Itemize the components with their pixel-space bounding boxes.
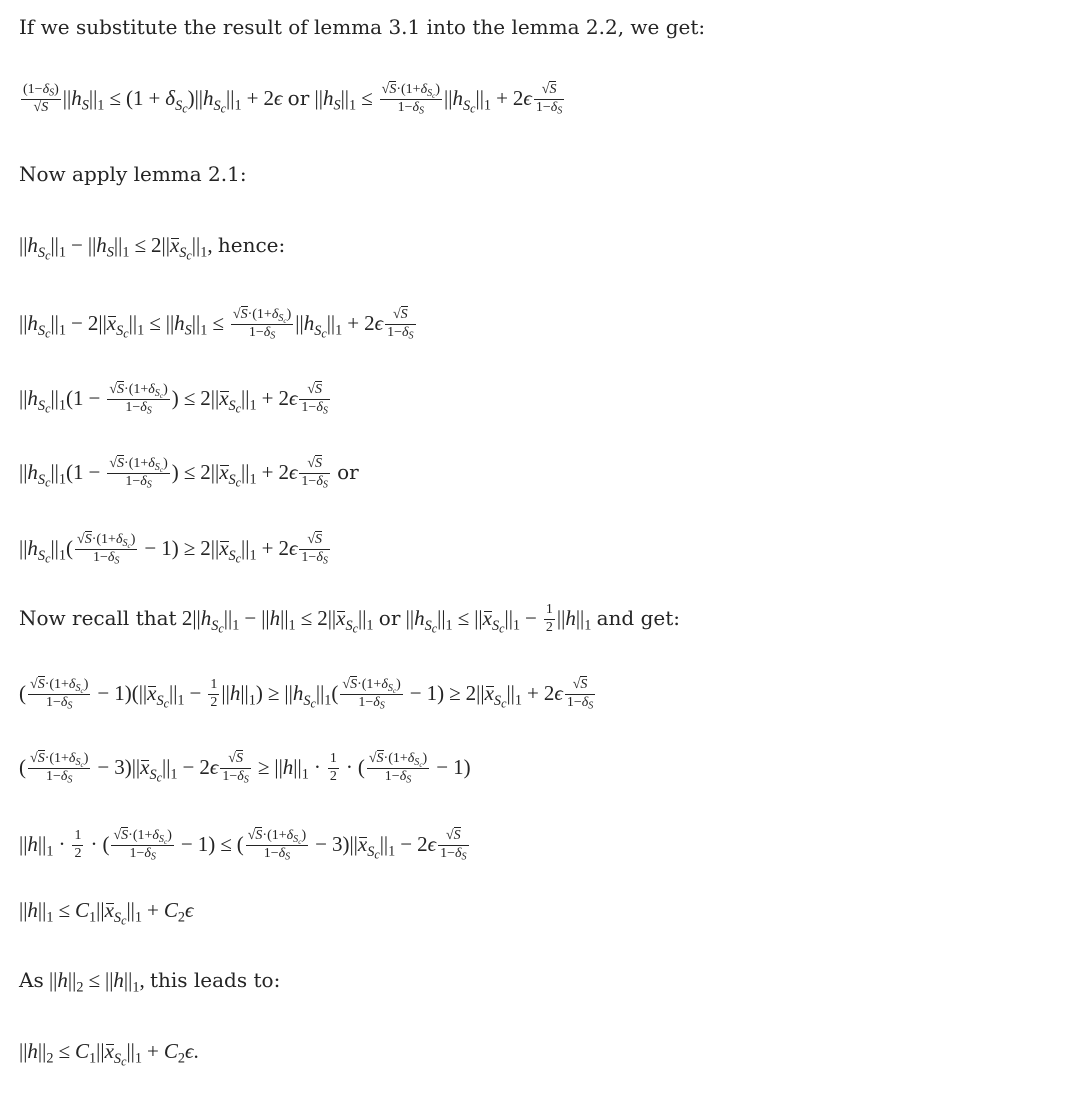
or-word: or	[337, 460, 359, 484]
equation-lemma-2-1: $||h_{S_c}||_1 - ||h_S||_1 \le 2||x_{S_c}||_1$, hence:	[19, 233, 286, 263]
equation-l2-bound: $||h||_2 \le C_1||x_{S_c}||_1 + C_2\epsilon$.	[19, 1039, 199, 1069]
or-word: or	[287, 86, 310, 110]
equation-substitution: $\frac{(1-\delta_S)}{√S}$ $||h_S||_1 \le (1 + \delta_{S_c})||h_{S_c}||_1 + 2\epsilon$ or $||h_S||_1$ ≤ $\frac{√S\cdot(1+\delta_{S_c})}{1-\delta_S}$ $||h_{S_c}||_1 + 2\epsilon$ $\frac{√S}{1-\delta_S}$	[23, 82, 563, 117]
norm-comparison-paragraph: As $||h||_2 \le ||h||_1$, this leads to:	[19, 968, 281, 996]
or-word: or	[378, 606, 401, 630]
equation-rearranged: ( $\frac{√S\cdot(1+\delta_{S_c})}{1-\delta_S}$ − $3)||x_{S_c}||_1 - 2\epsilon$ $\frac{√S}{1-\delta_S}$ ≥ $||h||_1$ · $\frac{1}{2}$ · ( $\frac{√S\cdot(1+\delta_{S_c})}{1-\delta_S}$ − 1)	[19, 751, 471, 786]
equation-l1-bound: $||h||_1 \le C_1||x_{S_c}||_1 + C_2\epsilon$	[19, 898, 194, 928]
equation-factored-1: $||h_{S_c}||_1(1$ − $\frac{√S\cdot(1+\delta_{S_c})}{1-\delta_S}$ ) ≤ $2||x_{S_c}||_1 + 2\epsilon$ $\frac{√S}{1-\delta_S}$	[19, 382, 328, 417]
equation-chain: $||h_{S_c}||_1 - 2||x_{S_c}||_1 \le ||h_S||_1$ ≤ $\frac{√S\cdot(1+\delta_{S_c})}{1-\delta_S}$ $||h_{S_c}||_1 + 2\epsilon$ $\frac{√S}{1-\delta_S}$	[19, 307, 414, 342]
equation-factored-2: $||h_{S_c}||_1(1$ − $\frac{√S\cdot(1+\delta_{S_c})}{1-\delta_S}$ ) ≤ $2||x_{S_c}||_1 + 2\epsilon$ $\frac{√S}{1-\delta_S}$ or	[19, 456, 359, 491]
apply-lemma-paragraph: Now apply lemma 2.1:	[19, 162, 247, 186]
equation-flipped: $||h_{S_c}||_1$( $\frac{√S\cdot(1+\delta_{S_c})}{1-\delta_S}$ − $1) \ge 2||x_{S_c}||_1 + 2\epsilon$ $\frac{√S}{1-\delta_S}$	[19, 532, 328, 567]
equation-bound-h: $||h||_1$ · $\frac{1}{2}$ · ( $\frac{√S\cdot(1+\delta_{S_c})}{1-\delta_S}$ − 1) ≤ ( $\frac{√S\cdot(1+\delta_{S_c})}{1-\delta_S}$ − $3)||x_{S_c}||_1 - 2\epsilon$ $\frac{√S}{1-\delta_S}$	[19, 828, 467, 863]
hence-word: hence:	[217, 233, 286, 257]
intro-paragraph: If we substitute the result of lemma 3.1 into the lemma 2.2, we get:	[19, 15, 706, 39]
recall-paragraph: Now recall that $2||h_{S_c}||_1 - ||h||_1 \le 2||x_{S_c}||_1$ or $||h_{S_c}||_1 \le ||x_{S_c}||_1$ − $\frac{1}{2}$ $||h||_1$ and get:	[19, 602, 681, 636]
equation-combined: ( $\frac{√S\cdot(1+\delta_{S_c})}{1-\delta_S}$ − $1)(||x_{S_c}||_1$ − $\frac{1}{2}$ $||h||_1) \ge ||h_{S_c}||_1$( $\frac{√S\cdot(1+\delta_{S_c})}{1-\delta_S}$ − $1) \ge 2||x_{S_c}||_1 + 2\epsilon$ $\frac{√S}{1-\delta_S}$	[19, 677, 594, 712]
